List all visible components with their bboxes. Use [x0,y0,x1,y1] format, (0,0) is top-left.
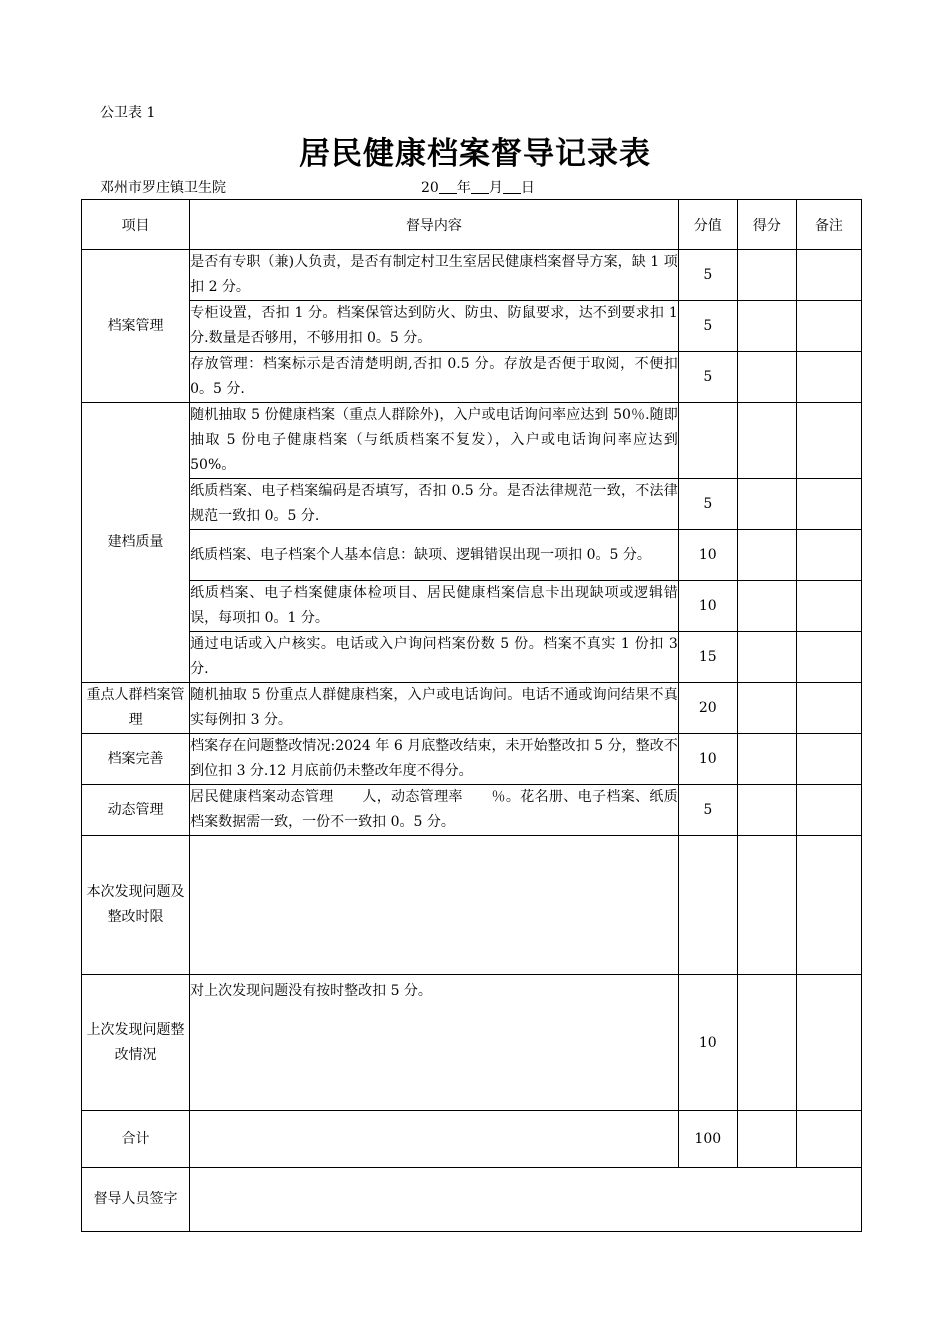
col-header-got: 得分 [737,200,796,250]
got-cell[interactable] [737,785,796,836]
content-cell: 纸质档案、电子档案健康体检项目、居民健康档案信息卡出现缺项或逻辑错误，每项扣 0。1 分。 [190,581,679,632]
note-cell[interactable] [796,683,861,734]
total-row [82,1111,862,1168]
signature-field[interactable] [190,1168,862,1232]
got-cell[interactable] [737,836,796,975]
note-cell[interactable] [796,250,861,301]
col-header-score: 分值 [678,200,737,250]
content-cell: 纸质档案、电子档案个人基本信息：缺项、逻辑错误出现一项扣 0。5 分。 [190,530,679,581]
score-cell: 10 [678,975,737,1111]
signature-row [82,1168,862,1232]
score-cell: 5 [678,352,737,403]
content-cell: 是否有专职（兼)人负责，是否有制定村卫生室居民健康档案督导方案，缺 1 项扣 2 分。 [190,250,679,301]
content-cell: 居民健康档案动态管理 人，动态管理率 ％。花名册、电子档案、纸质档案数据需一致，一份不一致扣 0。5 分。 [190,785,679,836]
month-blank[interactable] [471,179,489,194]
score-cell: 10 [678,734,737,785]
year-blank[interactable] [439,179,457,194]
note-cell[interactable] [796,403,861,479]
day-blank[interactable] [503,179,521,194]
note-cell[interactable] [796,734,861,785]
got-cell[interactable] [737,479,796,530]
total-note-cell[interactable] [796,1111,861,1168]
score-cell [678,836,737,975]
item-cell: 档案完善 [82,734,190,785]
note-cell[interactable] [796,975,861,1111]
total-score: 100 [678,1111,737,1168]
got-cell[interactable] [737,632,796,683]
date-day-label: 日 [520,180,535,196]
item-cell: 上次发现问题整改情况 [82,975,190,1111]
table-row [82,581,862,632]
table-row [82,403,862,479]
score-cell: 10 [678,530,737,581]
note-cell[interactable] [796,581,861,632]
item-cell: 重点人群档案管理 [82,683,190,734]
got-cell[interactable] [737,683,796,734]
content-cell: 随机抽取 5 份健康档案（重点人群除外)，入户或电话询问率应达到 50％.随即抽取 5 份电子健康档案（与纸质档案不复发），入户或电话询问率应达到 50%。 [190,403,679,479]
total-got-cell[interactable] [737,1111,796,1168]
table-row [82,352,862,403]
note-cell[interactable] [796,632,861,683]
note-cell[interactable] [796,301,861,352]
content-cell: 对上次发现问题没有按时整改扣 5 分。 [190,975,679,1111]
note-cell[interactable] [796,479,861,530]
content-cell: 纸质档案、电子档案编码是否填写，否扣 0.5 分。是否法律规范一致，不法律规范一致扣 0。5 分. [190,479,679,530]
item-cell: 动态管理 [82,785,190,836]
note-cell[interactable] [796,836,861,975]
signature-label: 督导人员签字 [82,1168,190,1232]
date-line [421,177,535,197]
score-cell: 15 [678,632,737,683]
content-cell: 存放管理：档案标示是否清楚明朗,否扣 0.5 分。存放是否便于取阅，不便扣 0。5 分. [190,352,679,403]
date-year-label: 年 [456,180,471,196]
total-content-cell[interactable] [190,1111,679,1168]
supervision-table [81,199,862,1232]
table-row [82,250,862,301]
content-cell: 随机抽取 5 份重点人群健康档案，入户或电话询问。电话不通或询问结果不真实每例扣 3 分。 [190,683,679,734]
content-cell: 专柜设置，否扣 1 分。档案保管达到防火、防虫、防鼠要求，达不到要求扣 1 分.数量是否够用，不够用扣 0。5 分。 [190,301,679,352]
got-cell[interactable] [737,352,796,403]
got-cell[interactable] [737,301,796,352]
content-cell[interactable] [190,836,679,975]
note-cell[interactable] [796,530,861,581]
score-cell: 5 [678,301,737,352]
got-cell[interactable] [737,581,796,632]
table-row [82,785,862,836]
header-row [82,200,862,250]
table-row [82,975,862,1111]
table-row [82,734,862,785]
got-cell[interactable] [737,250,796,301]
date-month-label: 月 [488,180,503,196]
score-cell: 20 [678,683,737,734]
total-label: 合计 [82,1111,190,1168]
content-cell: 档案存在问题整改情况:2024 年 6 月底整改结束，未开始整改扣 5 分，整改不到位扣 3 分.12 月底前仍未整改年度不得分。 [190,734,679,785]
col-header-item: 项目 [82,200,190,250]
table-row [82,530,862,581]
note-cell[interactable] [796,785,861,836]
table-row [82,836,862,975]
note-cell[interactable] [796,352,861,403]
content-cell: 通过电话或入户核实。电话或入户询问档案份数 5 份。档案不真实 1 份扣 3 分. [190,632,679,683]
score-cell: 10 [678,581,737,632]
table-row [82,301,862,352]
unit-name: 邓州市罗庄镇卫生院 [100,180,226,196]
score-cell: 5 [678,250,737,301]
score-cell [678,403,737,479]
score-cell: 5 [678,785,737,836]
got-cell[interactable] [737,734,796,785]
got-cell[interactable] [737,530,796,581]
page-title: 居民健康档案督导记录表 [299,136,651,172]
table-row [82,479,862,530]
item-cell: 建档质量 [82,403,190,683]
item-cell: 本次发现问题及整改时限 [82,836,190,975]
got-cell[interactable] [737,403,796,479]
table-row [82,683,862,734]
form-number: 公卫表 1 [100,105,156,121]
got-cell[interactable] [737,975,796,1111]
table-row [82,632,862,683]
item-cell: 档案管理 [82,250,190,403]
col-header-content: 督导内容 [190,200,679,250]
date-prefix: 20 [421,180,439,196]
score-cell: 5 [678,479,737,530]
col-header-note: 备注 [796,200,861,250]
